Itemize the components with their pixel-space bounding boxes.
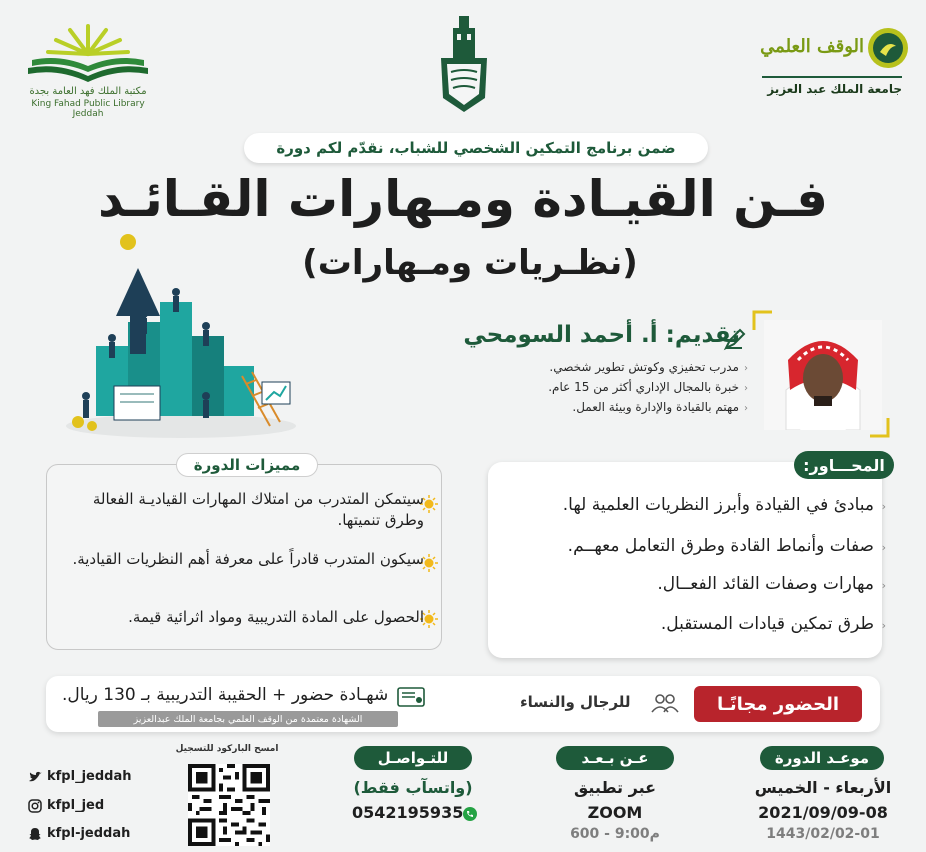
axis-item: طرق تمكين قيادات المستقبل.	[660, 614, 874, 634]
via-app-text: عبر تطبيق	[573, 778, 657, 797]
certificate-icon	[397, 687, 425, 707]
chevron-left-icon: ‹	[881, 579, 886, 592]
presenter-bio-item	[470, 378, 748, 398]
university-name: جامعة الملك عبد العزيز	[767, 82, 902, 96]
library-logo	[18, 20, 158, 119]
contact-phone[interactable]: 0542195935	[352, 803, 464, 822]
schedule-heading: موعـد الدورة	[760, 746, 884, 770]
social-instagram[interactable]	[28, 798, 104, 813]
leadership-illustration	[56, 226, 306, 444]
remote-heading: عـن بـعـد	[556, 746, 674, 770]
chevron-left-icon: ‹	[744, 403, 748, 414]
axis-item: مبادئ في القيادة وأبرز النظريات العلمية لها.	[562, 495, 874, 515]
presenter-title: تقديم: أ. أحمد السومحي	[463, 322, 740, 348]
presenter-photo	[764, 320, 882, 430]
instagram-icon	[28, 799, 42, 813]
course-title: فـن القيـادة ومـهارات القـائـد	[98, 170, 828, 228]
qr-label: امسح الباركود للتسجيل	[175, 744, 279, 754]
twitter-icon	[28, 770, 42, 784]
waqf-name: الوقف العلمي	[760, 36, 864, 57]
chevron-left-icon: ‹	[881, 500, 886, 513]
chevron-left-icon: ‹	[744, 363, 748, 374]
course-days: الأربعاء - الخميس	[754, 778, 892, 797]
social-handle: kfpl_jed	[47, 798, 105, 813]
course-subtitle: (نظـريات ومـهارات)	[302, 243, 638, 283]
social-handle: kfpl-jeddah	[47, 826, 131, 841]
library-name-en: King Fahad Public Library Jeddah	[31, 99, 145, 119]
waqf-logo	[760, 26, 910, 106]
feature-item: الحصول على المادة التدريبية ومواد اثرائية قيمة.	[128, 608, 424, 626]
growth-stairs-illustration	[56, 226, 306, 444]
book-sunrise-icon	[18, 20, 158, 84]
feature-item: سيتمكن المتدرب من امتلاك المهارات القياديـة الفعالة وطرق تنميتها.	[92, 490, 424, 529]
axis-item: صفات وأنماط القادة وطرق التعامل معهــم.	[567, 536, 874, 556]
course-time: 600 - 9:00م	[570, 826, 660, 842]
whatsapp-only-note: (واتسآب فقط)	[353, 778, 473, 797]
snapchat-icon	[28, 827, 42, 841]
social-twitter[interactable]	[28, 769, 131, 784]
presenter-bio-item	[470, 358, 748, 378]
audience-text: للرجال والنساء	[520, 693, 631, 711]
free-attendance-badge: الحضور مجانًـا	[694, 686, 862, 722]
date-hijri: 1443/02/02-01	[766, 826, 880, 842]
whatsapp-icon	[462, 806, 478, 822]
crest-icon	[433, 14, 495, 114]
presenter-bio-text: مهتم بالقيادة والإدارة وبيئة العمل.	[572, 400, 739, 414]
people-icon	[650, 692, 680, 714]
university-crest	[433, 14, 495, 114]
presenter-portrait	[764, 320, 882, 430]
chevron-left-icon: ‹	[881, 619, 886, 632]
social-handle: kfpl_jeddah	[47, 769, 132, 784]
chevron-left-icon: ‹	[881, 541, 886, 554]
logo-divider	[762, 76, 902, 78]
social-snapchat[interactable]	[28, 826, 130, 841]
axes-heading: المحـــاور:	[794, 451, 894, 479]
waqf-emblem-icon	[866, 26, 910, 70]
presenter-bio	[470, 358, 748, 418]
contact-heading: للتـواصـل	[354, 746, 472, 770]
library-name-ar: مكتبة الملك فهد العامة بجدة	[29, 86, 147, 97]
features-heading: مميزات الدورة	[176, 453, 318, 477]
presenter-bio-item	[470, 398, 748, 418]
qr-code[interactable]	[188, 764, 270, 846]
presenter-bio-text: خبرة بالمجال الإداري أكثر من 15 عام.	[548, 380, 739, 394]
platform-name: ZOOM	[587, 803, 643, 822]
certificate-text: شهـادة حضور + الحقيبة التدريبية بـ 130 ريال.	[62, 685, 389, 705]
accreditation-note: الشهادة معتمدة من الوقف العلمي بجامعة الملك عبدالعزيز	[98, 711, 398, 727]
date-gregorian: 2021/09/09-08	[758, 803, 888, 822]
presenter-photo-frame	[752, 310, 890, 438]
chevron-left-icon: ‹	[744, 383, 748, 394]
feature-item: سيكون المتدرب قادراً على معرفة أهم النظريات القيادية.	[72, 550, 424, 568]
axis-item: مهارات وصفات القائد الفعــال.	[657, 574, 874, 594]
intro-banner: ضمن برنامج التمكين الشخصي للشباب، نقدّم لكم دورة	[244, 133, 708, 163]
presenter-bio-text: مدرب تحفيزي وكوتش تطوير شخصي.	[549, 360, 739, 374]
